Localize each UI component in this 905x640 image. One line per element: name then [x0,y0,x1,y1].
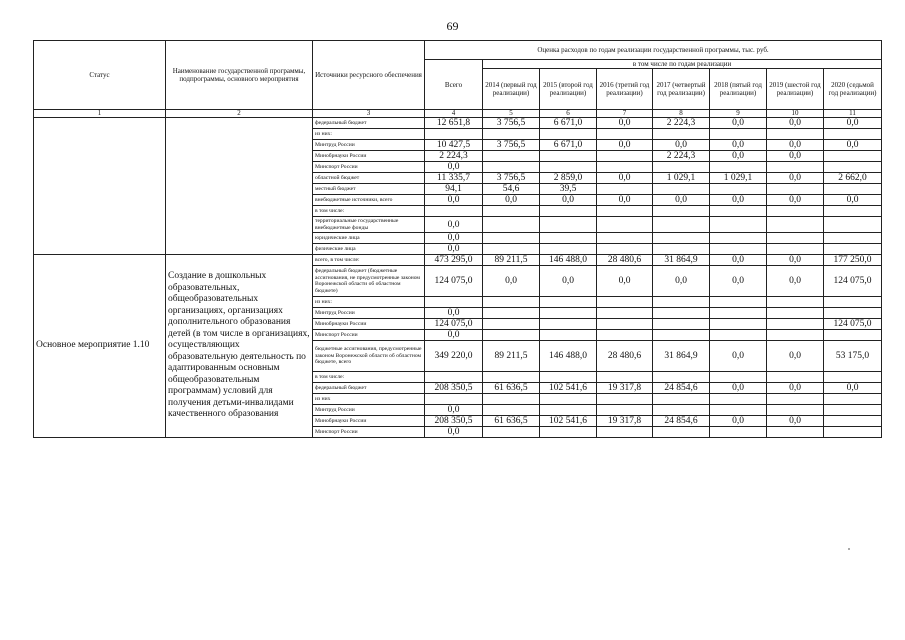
year-value-cell: 0,0 [767,383,824,394]
year-value-cell [824,244,882,255]
total-cell [425,129,483,140]
total-cell: 124 075,0 [425,319,483,330]
year-value-cell: 124 075,0 [824,319,882,330]
year-value-cell [653,405,710,416]
scan-speck [848,548,850,550]
year-value-cell: 0,0 [767,173,824,184]
year-value-cell [653,233,710,244]
year-value-cell [767,330,824,341]
year-value-cell: 1 029,1 [653,173,710,184]
year-value-cell [597,330,653,341]
year-value-cell: 0,0 [597,173,653,184]
year-value-cell [824,308,882,319]
year-value-cell: 28 480,6 [597,255,653,266]
year-value-cell [824,427,882,438]
column-number: 11 [824,110,882,118]
column-number: 4 [425,110,483,118]
total-cell: 0,0 [425,233,483,244]
year-value-cell: 0,0 [710,416,767,427]
header-status: Статус [34,41,166,110]
year-value-cell [540,297,597,308]
year-value-cell: 61 636,5 [483,383,540,394]
year-value-cell: 0,0 [653,266,710,297]
year-value-cell [653,184,710,195]
source-cell: местный бюджет [313,184,425,195]
year-value-cell: 0,0 [710,255,767,266]
year-value-cell [597,308,653,319]
year-value-cell [710,217,767,233]
source-cell: юридические лица [313,233,425,244]
year-value-cell [653,129,710,140]
year-value-cell [824,129,882,140]
header-by-years: в том числе по годам реализации [483,60,882,69]
year-value-cell: 31 864,9 [653,341,710,372]
year-value-cell: 102 541,6 [540,383,597,394]
year-value-cell [653,162,710,173]
year-value-cell [767,217,824,233]
header-sources: Источники ресурсного обеспечения [313,41,425,110]
source-cell: из них: [313,297,425,308]
year-value-cell [710,184,767,195]
year-value-cell: 28 480,6 [597,341,653,372]
year-value-cell: 0,0 [767,140,824,151]
source-cell: федеральный бюджет [313,118,425,129]
year-value-cell [824,330,882,341]
year-value-cell [824,297,882,308]
year-value-cell: 0,0 [767,195,824,206]
year-value-cell: 0,0 [483,266,540,297]
name-cell: Создание в дошкольных образовательных, общеобразовательных организациях, организациях дополнительного образования детей (в том числе в организациях, осуществляющих образовательную деятельность по адаптированным основным общеобразовательным программам) условий для получения детьми-инвалидами качественного образования [166,255,313,438]
year-value-cell: 19 317,8 [597,383,653,394]
year-value-cell [483,319,540,330]
header-year: 2015 (второй год реализации) [540,69,597,110]
year-value-cell: 2 224,3 [653,151,710,162]
year-value-cell [483,330,540,341]
total-cell: 208 350,5 [425,416,483,427]
table-row [34,255,882,266]
year-value-cell [710,319,767,330]
year-value-cell [597,319,653,330]
source-cell: Минспорт России [313,330,425,341]
year-value-cell [597,206,653,217]
total-cell [425,206,483,217]
name-cell [166,118,313,255]
year-value-cell: 146 488,0 [540,341,597,372]
column-number: 7 [597,110,653,118]
year-value-cell [824,184,882,195]
year-value-cell: 6 671,0 [540,118,597,129]
year-value-cell [824,162,882,173]
year-value-cell [540,233,597,244]
total-cell [425,372,483,383]
year-value-cell [540,129,597,140]
year-value-cell [540,394,597,405]
year-value-cell [767,308,824,319]
year-value-cell [483,394,540,405]
header-total: Всего [425,60,483,110]
column-number: 6 [540,110,597,118]
year-value-cell [540,162,597,173]
source-cell: из них [313,394,425,405]
year-value-cell [767,405,824,416]
year-value-cell: 0,0 [710,341,767,372]
total-cell: 94,1 [425,184,483,195]
year-value-cell: 54,6 [483,184,540,195]
year-value-cell: 0,0 [710,140,767,151]
year-value-cell [653,330,710,341]
year-value-cell: 0,0 [767,266,824,297]
year-value-cell: 0,0 [710,266,767,297]
total-cell: 12 651,8 [425,118,483,129]
year-value-cell [483,233,540,244]
year-value-cell: 0,0 [710,118,767,129]
header-year: 2020 (седьмой год реализации) [824,69,882,110]
year-value-cell: 2 859,0 [540,173,597,184]
year-value-cell [767,394,824,405]
year-value-cell [710,206,767,217]
total-cell: 2 224,3 [425,151,483,162]
year-value-cell [653,372,710,383]
year-value-cell [767,297,824,308]
year-value-cell: 0,0 [824,118,882,129]
year-value-cell: 0,0 [767,416,824,427]
source-cell: Минтруд России [313,140,425,151]
year-value-cell [483,206,540,217]
year-value-cell [767,319,824,330]
year-value-cell [824,394,882,405]
year-value-cell [597,217,653,233]
source-cell: Минобрнауки России [313,416,425,427]
year-value-cell [483,405,540,416]
page-number: 69 [446,19,459,33]
year-value-cell [710,394,767,405]
total-cell: 0,0 [425,405,483,416]
column-number: 1 [34,110,166,118]
source-cell: в том числе: [313,206,425,217]
year-value-cell [540,427,597,438]
year-value-cell [597,129,653,140]
year-value-cell [483,297,540,308]
source-cell: Минобрнауки России [313,319,425,330]
year-value-cell: 89 211,5 [483,341,540,372]
year-value-cell: 0,0 [653,195,710,206]
year-value-cell [710,405,767,416]
year-value-cell: 3 756,5 [483,140,540,151]
year-value-cell [540,405,597,416]
year-value-cell: 2 224,3 [653,118,710,129]
total-cell: 0,0 [425,195,483,206]
year-value-cell: 53 175,0 [824,341,882,372]
total-cell [425,297,483,308]
year-value-cell [824,416,882,427]
header-year: 2017 (четвертый год реализации) [653,69,710,110]
column-number: 10 [767,110,824,118]
total-cell: 473 295,0 [425,255,483,266]
year-value-cell [597,151,653,162]
year-value-cell [483,372,540,383]
year-value-cell [483,151,540,162]
total-cell: 0,0 [425,427,483,438]
total-cell: 0,0 [425,330,483,341]
source-cell: всего, в том числе: [313,255,425,266]
year-value-cell: 89 211,5 [483,255,540,266]
year-value-cell: 102 541,6 [540,416,597,427]
source-cell: физические лица [313,244,425,255]
source-cell: бюджетные ассигнования, предусмотренные законом Воронежской области об областном бюджете, всего [313,341,425,372]
year-value-cell [483,244,540,255]
year-value-cell: 146 488,0 [540,255,597,266]
year-value-cell: 0,0 [824,140,882,151]
year-value-cell [483,308,540,319]
year-value-cell: 1 029,1 [710,173,767,184]
year-value-cell [710,162,767,173]
year-value-cell [483,129,540,140]
year-value-cell: 0,0 [767,118,824,129]
year-value-cell [597,244,653,255]
total-cell: 0,0 [425,217,483,233]
source-cell: федеральный бюджет [313,383,425,394]
year-value-cell: 2 662,0 [824,173,882,184]
year-value-cell: 0,0 [767,341,824,372]
total-cell: 124 075,0 [425,266,483,297]
year-value-cell [710,330,767,341]
total-cell [425,394,483,405]
year-value-cell [653,206,710,217]
year-value-cell [653,217,710,233]
status-cell: Основное мероприятие 1.10 [34,255,166,438]
year-value-cell [824,405,882,416]
year-value-cell [710,233,767,244]
year-value-cell: 0,0 [653,140,710,151]
year-value-cell [653,297,710,308]
year-value-cell [710,308,767,319]
year-value-cell [597,162,653,173]
year-value-cell: 0,0 [597,118,653,129]
year-value-cell [540,244,597,255]
year-value-cell [483,217,540,233]
source-cell: Минспорт России [313,162,425,173]
year-value-cell [597,297,653,308]
total-cell: 11 335,7 [425,173,483,184]
column-number: 8 [653,110,710,118]
year-value-cell: 0,0 [483,195,540,206]
year-value-cell [540,319,597,330]
year-value-cell: 61 636,5 [483,416,540,427]
year-value-cell [767,206,824,217]
year-value-cell: 0,0 [824,383,882,394]
header-name: Наименование государственной программы, подпрограммы, основного мероприятия [166,41,313,110]
year-value-cell [540,330,597,341]
year-value-cell [597,394,653,405]
year-value-cell: 0,0 [710,195,767,206]
year-value-cell [767,244,824,255]
year-value-cell: 124 075,0 [824,266,882,297]
table-row [34,118,882,129]
source-cell: из них: [313,129,425,140]
year-value-cell [653,427,710,438]
source-cell: федеральный бюджет (бюджетные ассигнования, не предусмотренные законом Воронежской области об областном бюджете) [313,266,425,297]
year-value-cell [483,162,540,173]
header-year: 2019 (шестой год реализации) [767,69,824,110]
total-cell: 0,0 [425,162,483,173]
year-value-cell [653,319,710,330]
year-value-cell [597,372,653,383]
year-value-cell [597,427,653,438]
source-cell: территориальные государственные внебюджетные фонды [313,217,425,233]
year-value-cell [767,372,824,383]
source-cell: Минтруд России [313,308,425,319]
total-cell: 0,0 [425,308,483,319]
source-cell: Минтруд России [313,405,425,416]
year-value-cell: 3 756,5 [483,118,540,129]
year-value-cell [767,233,824,244]
year-value-cell [767,427,824,438]
year-value-cell: 0,0 [824,195,882,206]
year-value-cell [824,233,882,244]
header-estimate: Оценка расходов по годам реализации государственной программы, тыс. руб. [425,41,882,60]
budget-table [33,40,882,438]
year-value-cell [767,184,824,195]
source-cell: в том числе: [313,372,425,383]
year-value-cell: 0,0 [540,266,597,297]
year-value-cell: 177 250,0 [824,255,882,266]
year-value-cell [710,372,767,383]
year-value-cell: 0,0 [597,140,653,151]
year-value-cell [710,427,767,438]
year-value-cell [824,372,882,383]
total-cell: 10 427,5 [425,140,483,151]
year-value-cell [824,206,882,217]
year-value-cell [767,129,824,140]
total-cell: 349 220,0 [425,341,483,372]
source-cell: внебюджетные источники, всего [313,195,425,206]
year-value-cell [597,233,653,244]
year-value-cell: 0,0 [767,255,824,266]
source-cell: областной бюджет [313,173,425,184]
year-value-cell [824,151,882,162]
year-value-cell [653,394,710,405]
year-value-cell: 6 671,0 [540,140,597,151]
year-value-cell: 19 317,8 [597,416,653,427]
year-value-cell [710,244,767,255]
source-cell: Минспорт России [313,427,425,438]
year-value-cell: 3 756,5 [483,173,540,184]
year-value-cell [710,129,767,140]
year-value-cell: 0,0 [767,151,824,162]
header-year: 2016 (третий год реализации) [597,69,653,110]
year-value-cell: 39,5 [540,184,597,195]
year-value-cell [483,427,540,438]
header-year: 2014 (первый год реализации) [483,69,540,110]
year-value-cell: 0,0 [540,195,597,206]
column-numbers-row [34,110,882,118]
year-value-cell [540,372,597,383]
year-value-cell [540,217,597,233]
year-value-cell [597,184,653,195]
year-value-cell [540,308,597,319]
header-year: 2018 (пятый год реализации) [710,69,767,110]
year-value-cell: 0,0 [597,195,653,206]
total-cell: 0,0 [425,244,483,255]
year-value-cell: 0,0 [710,151,767,162]
year-value-cell [653,308,710,319]
year-value-cell: 24 854,6 [653,383,710,394]
year-value-cell: 0,0 [597,266,653,297]
column-number: 9 [710,110,767,118]
year-value-cell [540,206,597,217]
column-number: 3 [313,110,425,118]
year-value-cell [710,297,767,308]
source-cell: Минобрнауки России [313,151,425,162]
column-number: 2 [166,110,313,118]
year-value-cell [540,151,597,162]
year-value-cell [653,244,710,255]
year-value-cell [597,405,653,416]
year-value-cell: 31 864,9 [653,255,710,266]
year-value-cell: 0,0 [710,383,767,394]
column-number: 5 [483,110,540,118]
year-value-cell [824,217,882,233]
status-cell [34,118,166,255]
year-value-cell [767,162,824,173]
total-cell: 208 350,5 [425,383,483,394]
year-value-cell: 24 854,6 [653,416,710,427]
